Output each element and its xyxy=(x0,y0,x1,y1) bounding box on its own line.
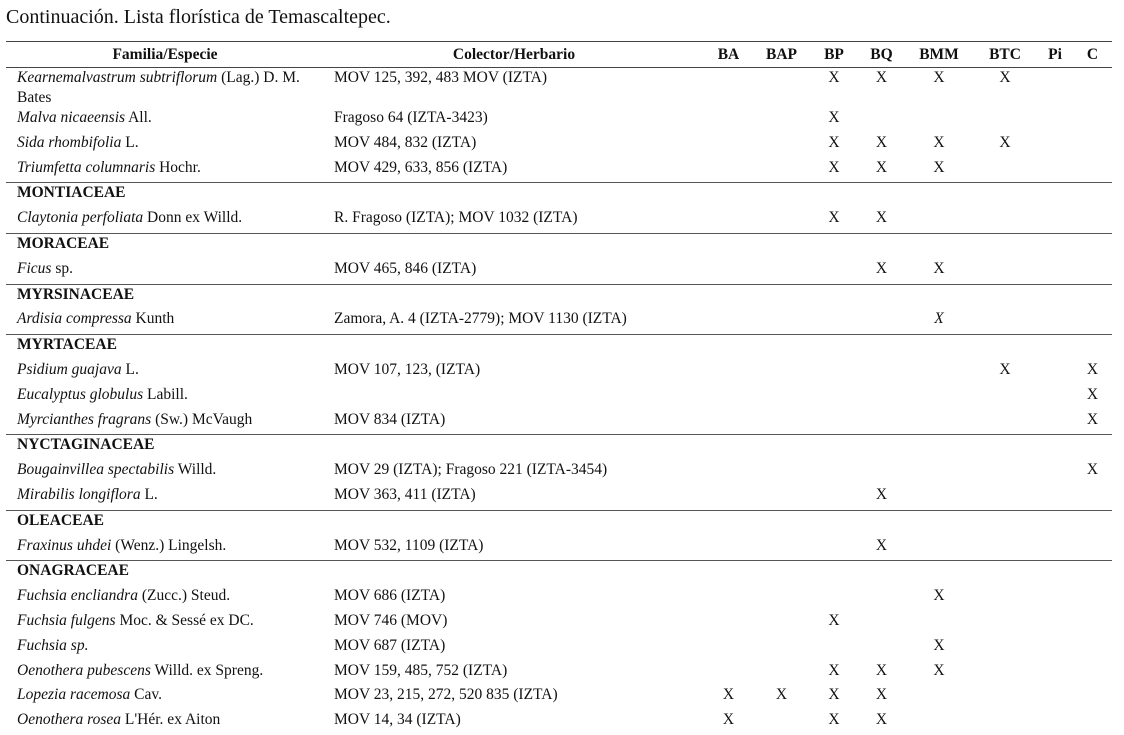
species-author: Willd. ex Spreng. xyxy=(154,661,264,679)
mark-bmm xyxy=(905,385,973,410)
species-name xyxy=(6,259,324,284)
species-binomial: Sida rhombifolia xyxy=(17,133,122,151)
species-name xyxy=(6,68,324,109)
collector-cell: MOV 29 (IZTA); Fragoso 221 (IZTA-3454) xyxy=(334,461,608,479)
mark-ba xyxy=(704,536,753,561)
mark-pi xyxy=(1037,360,1073,385)
mark-bq: X xyxy=(875,259,888,277)
collector-cell: MOV 686 (IZTA) xyxy=(334,587,446,605)
mark-pi xyxy=(1037,410,1073,435)
mark-btc xyxy=(973,611,1037,636)
mark-bmm: X xyxy=(933,636,945,654)
species-binomial: Claytonia perfoliata xyxy=(17,209,144,227)
species-row xyxy=(6,385,1112,410)
family-row xyxy=(6,233,1112,258)
header-colector-herbario: Colector/Herbario xyxy=(452,45,576,63)
species-author: Kunth xyxy=(135,310,175,328)
mark-bq: X xyxy=(875,158,888,176)
family-name: MORACEAE xyxy=(17,234,110,252)
collector-cell: MOV 687 (IZTA) xyxy=(334,636,446,654)
species-name xyxy=(6,611,324,636)
species-binomial: Oenothera rosea xyxy=(17,711,122,729)
species-binomial: Fuchsia fulgens xyxy=(17,611,116,629)
mark-bp xyxy=(810,259,858,284)
mark-bap xyxy=(753,133,810,158)
mark-bmm xyxy=(905,360,973,385)
species-binomial: Triumfetta columnaris xyxy=(17,158,156,176)
mark-c: X xyxy=(1086,410,1099,428)
mark-ba xyxy=(704,108,753,133)
species-row xyxy=(6,158,1112,183)
mark-bq: X xyxy=(875,661,888,679)
species-name xyxy=(6,208,324,233)
mark-c xyxy=(1073,685,1112,710)
mark-c xyxy=(1073,108,1112,133)
mark-bq: X xyxy=(875,69,888,86)
mark-ba xyxy=(704,410,753,435)
species-row xyxy=(6,460,1112,485)
species-name xyxy=(6,158,324,183)
mark-ba xyxy=(704,586,753,611)
mark-btc: X xyxy=(999,360,1011,378)
mark-bmm xyxy=(905,208,973,233)
species-row xyxy=(6,360,1112,385)
collector-cell xyxy=(324,385,704,410)
species-binomial: Bougainvillea spectabilis xyxy=(17,461,175,479)
mark-bap xyxy=(753,208,810,233)
header-btc: BTC xyxy=(989,45,1021,63)
mark-pi xyxy=(1037,636,1073,661)
mark-c xyxy=(1073,611,1112,636)
mark-bap xyxy=(753,661,810,686)
species-row xyxy=(6,586,1112,611)
species-row xyxy=(6,410,1112,435)
mark-btc xyxy=(973,108,1037,133)
species-name xyxy=(6,410,324,435)
mark-btc: X xyxy=(999,69,1011,86)
species-author: L. xyxy=(144,485,158,503)
species-binomial: Mirabilis longiflora xyxy=(17,485,141,503)
species-row xyxy=(6,536,1112,561)
family-row xyxy=(6,561,1112,586)
mark-bq xyxy=(858,636,905,661)
table-body xyxy=(6,68,1112,735)
mark-bp: X xyxy=(828,209,840,227)
mark-bq: X xyxy=(875,536,888,554)
mark-bq xyxy=(858,460,905,485)
species-binomial: Ardisia compressa xyxy=(17,310,132,328)
species-row xyxy=(6,685,1112,710)
mark-c: X xyxy=(1086,360,1099,378)
species-row xyxy=(6,309,1112,334)
mark-c xyxy=(1073,710,1112,735)
mark-ba xyxy=(704,68,753,109)
family-row xyxy=(6,510,1112,535)
species-name xyxy=(6,460,324,485)
family-name: ONAGRACEAE xyxy=(17,562,129,580)
mark-bp xyxy=(810,460,858,485)
mark-c xyxy=(1073,636,1112,661)
header-bq: BQ xyxy=(870,45,893,63)
mark-bap: X xyxy=(775,686,788,704)
mark-btc xyxy=(973,536,1037,561)
collector-cell: MOV 107, 123, (IZTA) xyxy=(334,360,481,378)
mark-bmm: X xyxy=(933,133,945,151)
mark-btc: X xyxy=(999,133,1011,151)
mark-c xyxy=(1073,586,1112,611)
mark-bap xyxy=(753,586,810,611)
species-author: Cav. xyxy=(134,686,162,704)
collector-cell: MOV 363, 411 (IZTA) xyxy=(334,485,476,503)
family-name: MONTIACEAE xyxy=(17,184,126,202)
species-author: Moc. & Sessé ex DC. xyxy=(119,611,254,629)
mark-bq: X xyxy=(875,711,888,729)
mark-ba xyxy=(704,158,753,183)
mark-btc xyxy=(973,158,1037,183)
mark-bp: X xyxy=(828,69,840,86)
species-name xyxy=(6,661,324,686)
collector-cell: MOV 429, 633, 856 (IZTA) xyxy=(334,158,508,176)
mark-bp xyxy=(810,309,858,334)
mark-bap xyxy=(753,636,810,661)
species-binomial: Fuchsia encliandra xyxy=(17,587,138,605)
species-row xyxy=(6,208,1112,233)
collector-cell: MOV 834 (IZTA) xyxy=(334,410,446,428)
species-name xyxy=(6,360,324,385)
mark-bp xyxy=(810,410,858,435)
mark-btc xyxy=(973,586,1037,611)
mark-bp: X xyxy=(828,711,840,729)
mark-pi xyxy=(1037,133,1073,158)
family-name: NYCTAGINACEAE xyxy=(17,436,155,454)
species-name xyxy=(6,133,324,158)
mark-bap xyxy=(753,68,810,109)
mark-ba xyxy=(704,661,753,686)
mark-ba xyxy=(704,208,753,233)
species-author: Donn ex Willd. xyxy=(147,209,243,227)
species-author: All. xyxy=(128,109,152,126)
mark-bmm xyxy=(905,108,973,133)
mark-ba xyxy=(704,259,753,284)
mark-c xyxy=(1073,68,1112,109)
mark-bap xyxy=(753,259,810,284)
mark-btc xyxy=(973,485,1037,510)
mark-bmm xyxy=(905,685,973,710)
collector-cell: MOV 23, 215, 272, 520 835 (IZTA) xyxy=(334,686,558,704)
species-row xyxy=(6,611,1112,636)
mark-bp: X xyxy=(828,611,840,629)
collector-cell: MOV 484, 832 (IZTA) xyxy=(334,133,477,151)
mark-pi xyxy=(1037,385,1073,410)
header-bp: BP xyxy=(824,45,844,63)
mark-bq: X xyxy=(875,686,888,704)
species-binomial: Kearnemalvastrum subtriflorum xyxy=(17,69,218,86)
species-row xyxy=(6,259,1112,284)
species-binomial: Myrcianthes fragrans xyxy=(17,410,152,428)
mark-ba xyxy=(704,485,753,510)
mark-bap xyxy=(753,460,810,485)
mark-pi xyxy=(1037,611,1073,636)
species-binomial: Fuchsia sp. xyxy=(17,636,89,654)
family-row xyxy=(6,284,1112,309)
mark-ba: X xyxy=(722,711,735,729)
species-name xyxy=(6,536,324,561)
species-author: L'Hér. ex Aiton xyxy=(124,711,221,729)
species-binomial: Eucalyptus globulus xyxy=(17,385,144,403)
mark-bmm: X xyxy=(933,69,945,86)
mark-bap xyxy=(753,536,810,561)
species-author: Labill. xyxy=(147,385,188,403)
species-name xyxy=(6,385,324,410)
mark-btc xyxy=(973,685,1037,710)
mark-bmm xyxy=(905,611,973,636)
mark-pi xyxy=(1037,586,1073,611)
species-name xyxy=(6,586,324,611)
mark-btc xyxy=(973,309,1037,334)
species-author: Hochr. xyxy=(159,158,201,176)
mark-bp: X xyxy=(828,109,840,126)
species-author: (Sw.) McVaugh xyxy=(155,410,253,428)
mark-bmm xyxy=(905,410,973,435)
mark-btc xyxy=(973,259,1037,284)
mark-bap xyxy=(753,108,810,133)
header-familia-especie: Familia/Especie xyxy=(112,45,218,63)
species-author: Willd. xyxy=(177,461,217,479)
header-bap: BAP xyxy=(766,45,797,63)
collector-cell: MOV 746 (MOV) xyxy=(334,611,448,629)
mark-bap xyxy=(753,485,810,510)
family-row xyxy=(6,335,1112,360)
mark-pi xyxy=(1037,208,1073,233)
mark-pi xyxy=(1037,685,1073,710)
species-row xyxy=(6,710,1112,735)
mark-btc xyxy=(973,410,1037,435)
family-row xyxy=(6,183,1112,208)
mark-bp xyxy=(810,636,858,661)
mark-bap xyxy=(753,309,810,334)
mark-bmm: X xyxy=(934,310,944,328)
species-author: L. xyxy=(125,133,139,151)
mark-c: X xyxy=(1086,461,1099,479)
mark-bp xyxy=(810,485,858,510)
mark-bap xyxy=(753,158,810,183)
mark-btc xyxy=(973,208,1037,233)
species-row xyxy=(6,68,1112,109)
mark-bq: X xyxy=(875,485,888,503)
species-row xyxy=(6,133,1112,158)
family-row xyxy=(6,435,1112,460)
mark-bap xyxy=(753,385,810,410)
species-binomial: Oenothera pubescens xyxy=(17,661,151,679)
collector-cell: R. Fragoso (IZTA); MOV 1032 (IZTA) xyxy=(334,209,578,227)
mark-pi xyxy=(1037,158,1073,183)
mark-c xyxy=(1073,485,1112,510)
collector-cell: Zamora, A. 4 (IZTA-2779); MOV 1130 (IZTA) xyxy=(334,310,627,328)
family-name: MYRTACEAE xyxy=(17,336,117,354)
mark-c xyxy=(1073,158,1112,183)
mark-ba xyxy=(704,360,753,385)
mark-pi xyxy=(1037,108,1073,133)
mark-ba xyxy=(704,133,753,158)
species-binomial: Lopezia racemosa xyxy=(17,686,131,704)
mark-bmm xyxy=(905,536,973,561)
mark-c xyxy=(1073,259,1112,284)
species-binomial: Fraxinus uhdei xyxy=(17,536,112,554)
header-ba: BA xyxy=(717,45,740,63)
mark-c xyxy=(1073,309,1112,334)
mark-bq xyxy=(858,611,905,636)
mark-bq: X xyxy=(875,133,888,151)
collector-cell: MOV 465, 846 (IZTA) xyxy=(334,259,477,277)
species-name xyxy=(6,710,324,735)
header-row xyxy=(6,42,1112,68)
mark-bmm: X xyxy=(933,587,945,605)
species-name xyxy=(6,636,324,661)
species-row xyxy=(6,636,1112,661)
species-row xyxy=(6,108,1112,133)
mark-pi xyxy=(1037,485,1073,510)
mark-bap xyxy=(753,410,810,435)
species-name xyxy=(6,309,324,334)
header-bmm: BMM xyxy=(919,45,959,63)
collector-cell: MOV 125, 392, 483 MOV (IZTA) xyxy=(334,69,548,86)
mark-ba: X xyxy=(722,686,735,704)
species-author: (Wenz.) Lingelsh. xyxy=(115,536,227,554)
mark-ba xyxy=(704,385,753,410)
mark-pi xyxy=(1037,259,1073,284)
mark-bp: X xyxy=(828,158,840,176)
mark-pi xyxy=(1037,309,1073,334)
mark-bq xyxy=(858,586,905,611)
mark-bmm xyxy=(905,485,973,510)
species-binomial: Ficus xyxy=(17,259,52,277)
mark-bq xyxy=(858,385,905,410)
mark-bp xyxy=(810,385,858,410)
mark-bp: X xyxy=(828,133,840,151)
mark-btc xyxy=(973,460,1037,485)
mark-bq: X xyxy=(875,209,888,227)
species-binomial: Malva nicaeensis xyxy=(17,109,126,126)
mark-bp xyxy=(810,360,858,385)
species-row xyxy=(6,661,1112,686)
family-name: OLEACEAE xyxy=(17,511,104,529)
species-binomial: Psidium guajava xyxy=(17,360,122,378)
mark-c xyxy=(1073,208,1112,233)
mark-pi xyxy=(1037,661,1073,686)
mark-pi xyxy=(1037,536,1073,561)
floristic-table xyxy=(6,41,1112,735)
species-author: (Lag.) D. M. Bates xyxy=(17,69,300,106)
mark-btc xyxy=(973,710,1037,735)
mark-bmm: X xyxy=(933,259,945,277)
mark-bap xyxy=(753,360,810,385)
mark-bmm: X xyxy=(933,158,945,176)
mark-bmm xyxy=(905,460,973,485)
species-row xyxy=(6,485,1112,510)
collector-cell: Fragoso 64 (IZTA-3423) xyxy=(334,109,488,126)
mark-bap xyxy=(753,611,810,636)
mark-bp xyxy=(810,536,858,561)
collector-cell: MOV 532, 1109 (IZTA) xyxy=(334,536,484,554)
mark-bmm: X xyxy=(933,661,945,679)
mark-bq xyxy=(858,309,905,334)
mark-ba xyxy=(704,460,753,485)
family-name: MYRSINACEAE xyxy=(17,285,135,303)
collector-cell: MOV 14, 34 (IZTA) xyxy=(334,711,461,729)
mark-bq xyxy=(858,108,905,133)
species-author: sp. xyxy=(55,259,73,277)
mark-pi xyxy=(1037,710,1073,735)
species-name xyxy=(6,108,324,133)
mark-c xyxy=(1073,133,1112,158)
species-author: L. xyxy=(125,360,139,378)
mark-ba xyxy=(704,309,753,334)
mark-ba xyxy=(704,611,753,636)
mark-c: X xyxy=(1086,385,1099,403)
mark-pi xyxy=(1037,460,1073,485)
mark-pi xyxy=(1037,68,1073,109)
mark-ba xyxy=(704,636,753,661)
mark-bap xyxy=(753,710,810,735)
mark-c xyxy=(1073,536,1112,561)
header-c: C xyxy=(1086,45,1099,63)
mark-bmm xyxy=(905,710,973,735)
species-author: (Zucc.) Steud. xyxy=(141,587,231,605)
mark-bq xyxy=(858,410,905,435)
table-caption: Continuación. Lista florística de Temascaltepec. xyxy=(6,6,391,28)
collector-cell: MOV 159, 485, 752 (IZTA) xyxy=(334,661,508,679)
mark-bp: X xyxy=(828,686,840,704)
mark-btc xyxy=(973,661,1037,686)
mark-bq xyxy=(858,360,905,385)
species-name xyxy=(6,685,324,710)
header-pi: Pi xyxy=(1048,45,1062,63)
mark-btc xyxy=(973,636,1037,661)
mark-c xyxy=(1073,661,1112,686)
mark-bp xyxy=(810,586,858,611)
mark-btc xyxy=(973,385,1037,410)
mark-bp: X xyxy=(828,661,840,679)
species-name xyxy=(6,485,324,510)
